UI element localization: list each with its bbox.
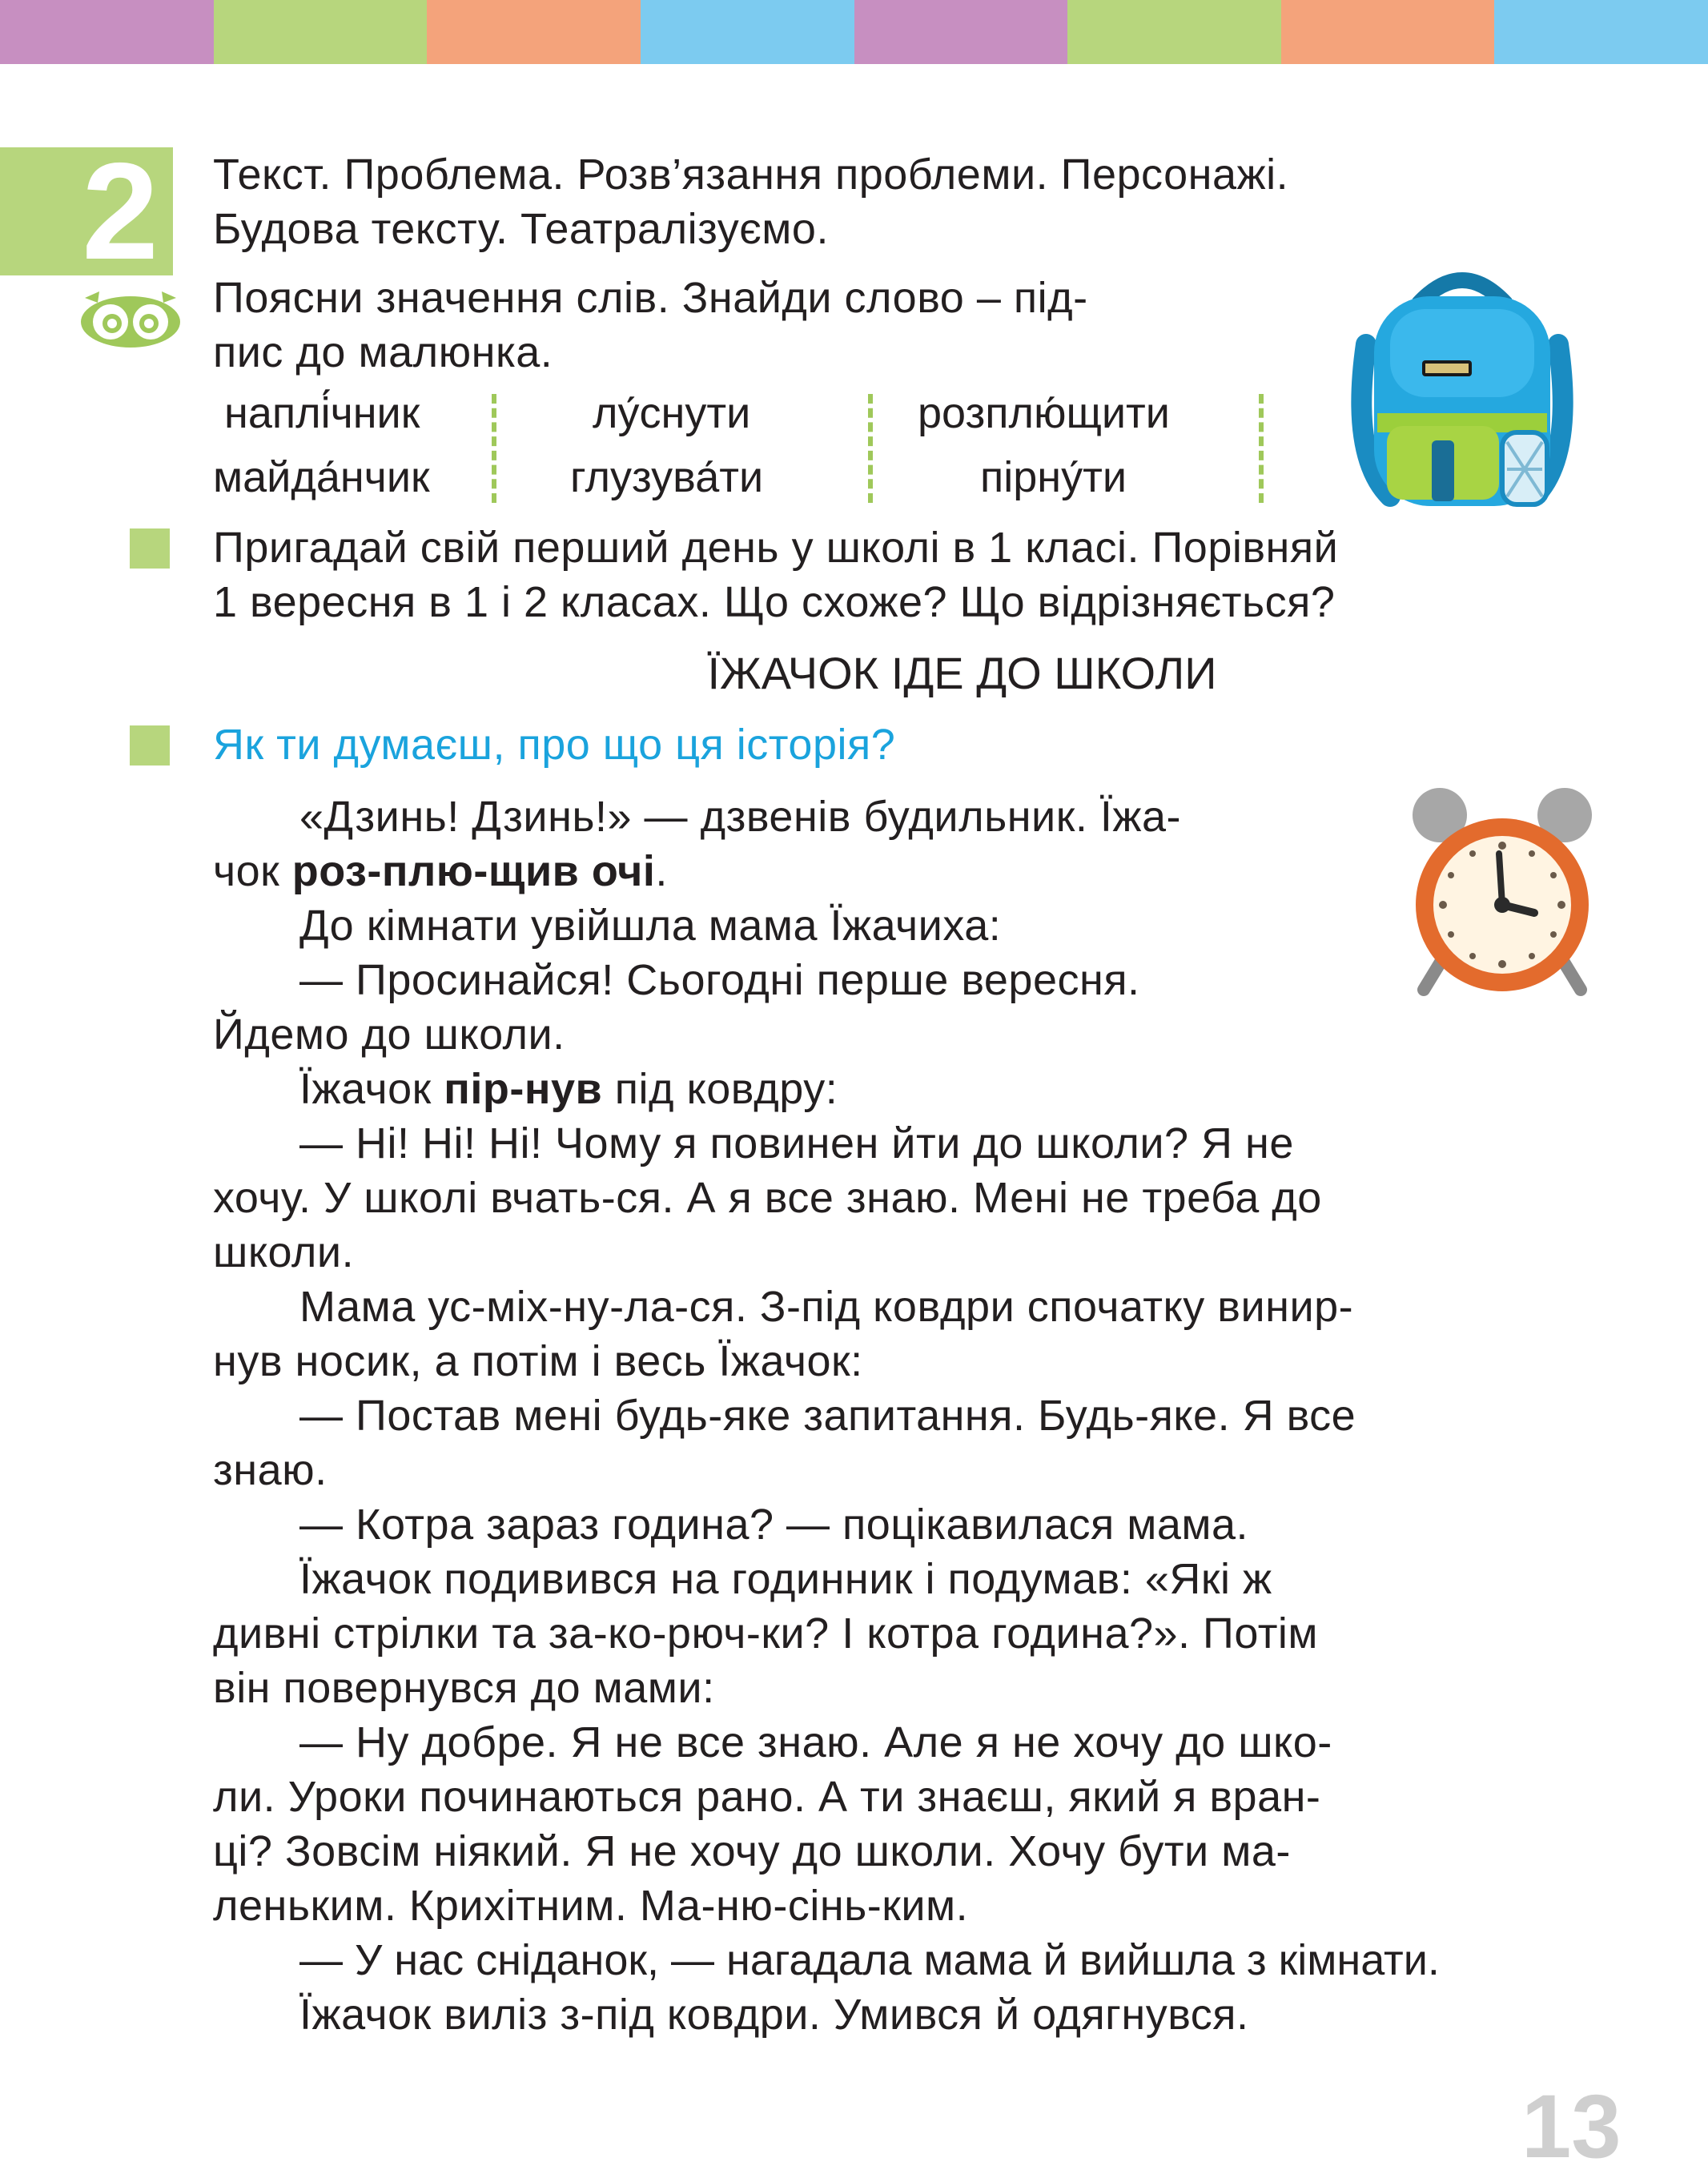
story-text-line [213, 1062, 838, 1116]
story-text-fragment: . [655, 847, 668, 895]
story-text-line: знаю. [213, 1446, 328, 1494]
column-divider [492, 394, 501, 503]
column-divider [868, 394, 878, 503]
story-text-line: нув носик, а потім і весь Їжачок: [213, 1337, 863, 1385]
task1-line-1: Поясни значення слів. Знайди слово – під- [213, 274, 1088, 322]
stripe [214, 0, 428, 64]
story-text-line: — Постав мені будь-яке запитання. Будь-яке. Я все [299, 1392, 1356, 1440]
vocab-word: розплю́щити [918, 389, 1170, 437]
story-text-line: Їжачок подивився на годинник і подумав: «Які ж [299, 1555, 1272, 1603]
stripe [0, 0, 214, 64]
story-text-fragment: під ковдру: [602, 1065, 838, 1113]
story-text-line: — Ну добре. Я не все знаю. Але я не хочу до шко- [299, 1718, 1332, 1766]
stripe [427, 0, 641, 64]
story-question: Як ти думаєш, про що ця історія? [213, 721, 896, 769]
story-text-line: До кімнати увійшла мама Їжачиха: [299, 902, 1002, 950]
vocab-word: лу́снути [593, 389, 751, 437]
task-marker [130, 725, 170, 766]
story-text-line: Їжачок виліз з-під ковдри. Умився й одягнувся. [299, 1991, 1249, 2039]
page-number: 13 [1521, 2076, 1622, 2176]
story-text-line: дивні стрілки та за-ко-рюч-ки? І котра година?». Потім [213, 1609, 1319, 1658]
stripe [1067, 0, 1281, 64]
lesson-number-badge: 2 [0, 147, 173, 275]
story-text-line [213, 844, 668, 898]
top-color-stripes [0, 0, 1708, 64]
story-text-line: ці? Зовсім ніякий. Я не хочу до школи. Хочу бути ма- [213, 1827, 1291, 1875]
story-text-line: Мама ус-міх-ну-ла-ся. З-під ковдри спочатку винир- [299, 1283, 1354, 1331]
story-text-line: він повернувся до мами: [213, 1664, 715, 1712]
stripe [854, 0, 1068, 64]
story-text-line: Йдемо до школи. [213, 1011, 565, 1059]
backpack-icon [1342, 256, 1582, 512]
alarm-clock-icon [1406, 785, 1598, 998]
story-text-line: школи. [213, 1228, 355, 1276]
column-divider [1259, 394, 1268, 503]
story-title: ЇЖАЧОК ІДЕ ДО ШКОЛИ [707, 648, 1217, 698]
story-text-line: хочу. У школі вчать-ся. А я все знаю. Мені не треба до [213, 1174, 1322, 1222]
story-text-line: — Котра зараз година? — поцікавилася мама. [299, 1501, 1249, 1549]
story-text-line: — Просинайся! Сьогодні перше вересня. [299, 956, 1140, 1004]
story-text-line: — Ні! Ні! Ні! Чому я повинен йти до школи? Я не [299, 1119, 1294, 1167]
task-marker [130, 528, 170, 569]
story-text-line: ли. Уроки починаються рано. А ти знаєш, який я вран- [213, 1773, 1321, 1821]
story-text-line: «Дзинь! Дзинь!» — дзвенів будильник. Їжа- [299, 793, 1181, 841]
story-text-fragment: Їжачок [299, 1065, 444, 1113]
stripe [1281, 0, 1495, 64]
story-bold-word: роз-плю-щив очі [291, 847, 656, 895]
story-text-line: — У нас сніданок, — нагадала мама й вийшла з кімнати. [299, 1936, 1440, 1984]
story-bold-word: пір-нув [444, 1065, 603, 1113]
vocab-word: наплі́чник [224, 389, 420, 437]
story-text-fragment: чок [213, 847, 292, 895]
vocab-word: майда́нчик [213, 453, 430, 501]
task2-line-2: 1 вересня в 1 і 2 класах. Що схоже? Що відрізняється? [213, 578, 1336, 626]
vocab-word: глузува́ти [570, 453, 764, 501]
owl-eyes-icon [80, 290, 181, 349]
stripe [1494, 0, 1708, 64]
vocab-word: пірну́ти [980, 453, 1127, 501]
lesson-topic-line-2: Будова тексту. Театралізуємо. [213, 205, 829, 253]
stripe [641, 0, 854, 64]
lesson-topic-line-1: Текст. Проблема. Розв’язання проблеми. Персонажі. [213, 151, 1289, 199]
story-text-line: леньким. Крихітним. Ма-ню-сінь-ким. [213, 1882, 969, 1930]
task1-line-2: пис до малюнка. [213, 328, 553, 376]
task2-line-1: Пригадай свій перший день у школі в 1 класі. Порівняй [213, 524, 1339, 572]
